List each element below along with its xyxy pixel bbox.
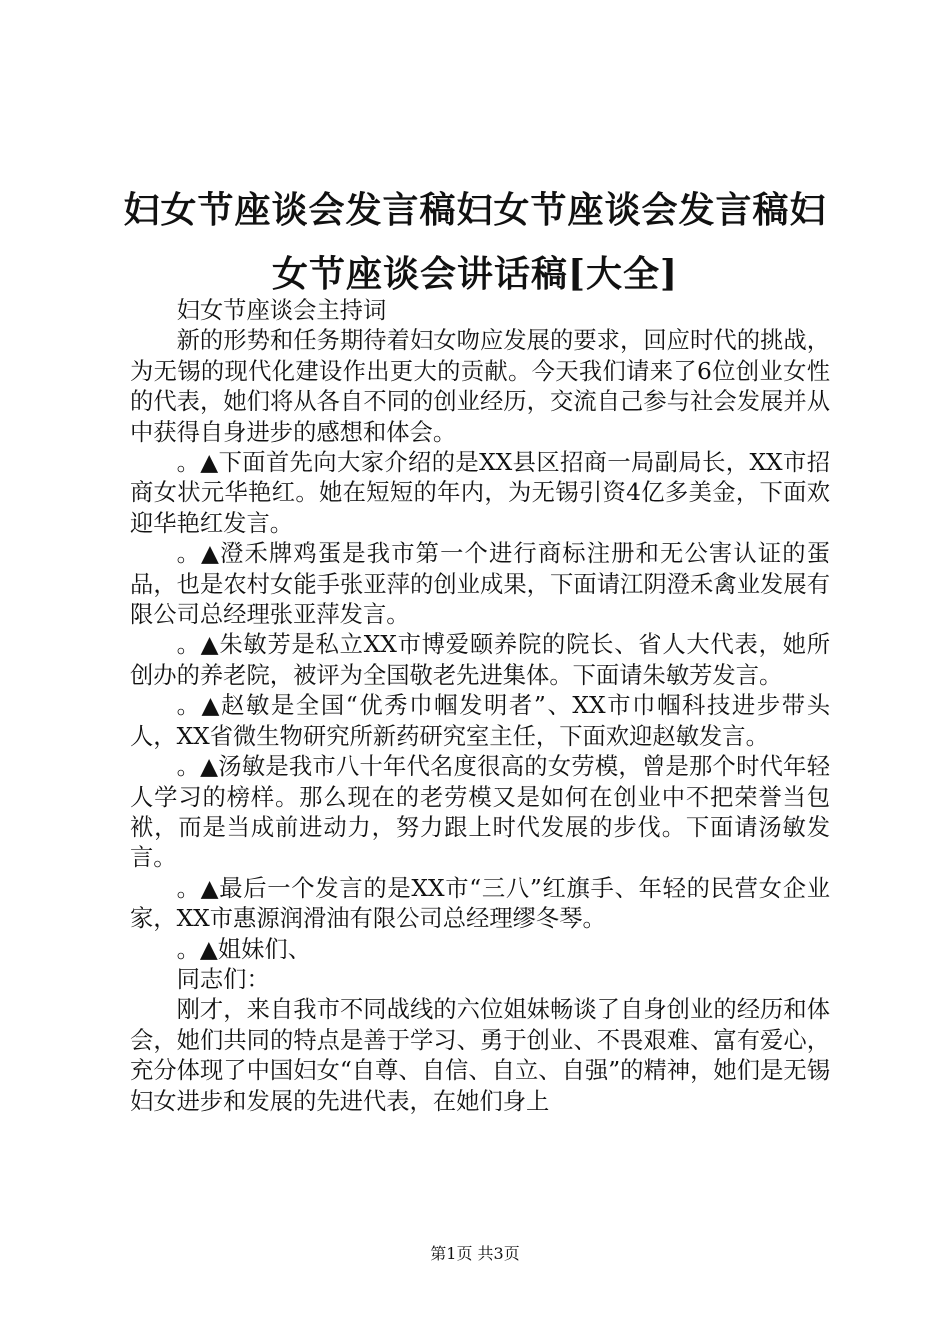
paragraph: 同志们： — [176, 965, 270, 993]
paragraph: 。▲姐妹们、 — [176, 935, 311, 963]
paragraph: 。▲澄禾牌鸡蛋是我市第一个进行商标注册和无公害认证的蛋品，也是农村女能手张亚萍的创业成果，下面请江阴澄禾禽业发展有限公司总经理张亚萍发言。 — [130, 540, 830, 629]
document-title: 妇女节座谈会发言稿妇女节座谈会发言稿妇女节座谈会讲话稿[大全] — [123, 189, 827, 295]
paragraph: 刚才，来自我市不同战线的六位姐妹畅谈了自身创业的经历和体会，她们共同的特点是善于学习、勇于创业、不畏艰难、富有爱心，充分体现了中国妇女“自尊、自信、自立、自强”的精神，她们是无锡妇女进步和发展的先进代表，在她们身上 — [130, 996, 830, 1115]
document-body — [130, 296, 830, 1117]
paragraph: 新的形势和任务期待着妇女吻应发展的要求，回应时代的挑战，为无锡的现代化建设作出更大的贡献。今天我们请来了6位创业女性的代表，她们将从各自不同的创业经历，交流自己参与社会发展并从中获得自身进步的感想和体会。 — [130, 327, 830, 446]
page-footer: 第1页 共3页 — [430, 1244, 520, 1263]
paragraph: 妇女节座谈会主持词 — [176, 297, 387, 324]
paragraph: 。▲下面首先向大家介绍的是XX县区招商一局副局长，XX市招商女状元华艳红。她在短短的年内，为无锡引资4亿多美金，下面欢迎华艳红发言。 — [130, 449, 830, 537]
paragraph: 。▲赵敏是全国“优秀巾帼发明者”、XX市巾帼科技进步带头人，XX省微生物研究所新药研究室主任，下面欢迎赵敏发言。 — [130, 692, 830, 750]
paragraph: 。▲最后一个发言的是XX市“三八”红旗手、年轻的民营女企业家，XX市惠源润滑油有限公司总经理缪冬琴。 — [130, 874, 830, 933]
paragraph: 。▲朱敏芳是私立XX市博爱颐养院的院长、省人大代表，她所创办的养老院，被评为全国敬老先进集体。下面请朱敏芳发言。 — [130, 631, 830, 689]
paragraph: 。▲汤敏是我市八十年代名度很高的女劳模，曾是那个时代年轻人学习的榜样。那么现在的老劳模又是如何在创业中不把荣誉当包袱，而是当成前进动力，努力跟上时代发展的步伐。下面请汤敏发言。 — [130, 753, 830, 872]
